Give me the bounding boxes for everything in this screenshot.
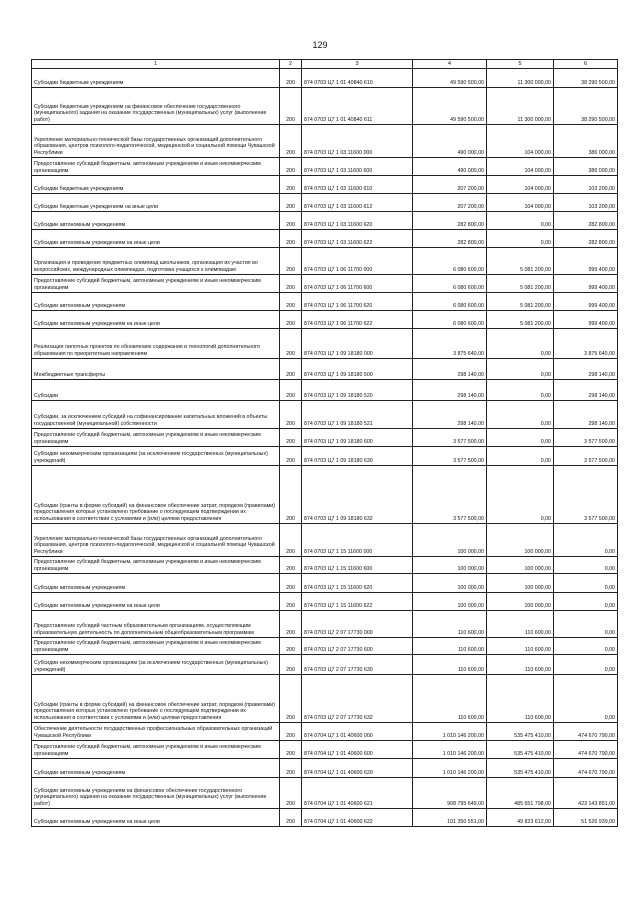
row-name: Субсидии бюджетным учреждениям <box>32 176 280 194</box>
row-code: 874 0703 Ц7 1 03 11600 000 <box>302 125 413 158</box>
row-value-4: 100 000,00 <box>413 574 487 593</box>
table-row <box>32 293 618 311</box>
row-code: 874 0703 Ц7 2 07 17730 600 <box>302 638 413 655</box>
table-row <box>32 230 618 248</box>
table-row <box>32 524 618 557</box>
row-name: Субсидии автономным учреждениям <box>32 293 280 311</box>
table-row <box>32 593 618 611</box>
row-name: Предоставление субсидий бюджетным, автономным учреждениям и иным некоммерческим организациям <box>32 638 280 655</box>
row-col2: 200 <box>280 778 302 809</box>
row-name: Субсидии автономным учреждениям <box>32 574 280 593</box>
row-code: 874 0703 Ц7 1 09 18180 630 <box>302 447 413 466</box>
row-name: Субсидии автономным учреждениям на иные цели <box>32 311 280 329</box>
table-row <box>32 429 618 447</box>
row-name: Субсидии (гранты в форме субсидий) на финансовое обеспечение затрат, порядком (правилами) предоставления которых установлено требование о последующем подтверждении их использования в соответствии с условиями и (или) целями предоставления <box>32 675 280 723</box>
row-value-6: 999 400,00 <box>554 248 618 275</box>
row-value-6: 3 577 500,00 <box>554 429 618 447</box>
row-value-4: 110 600,00 <box>413 655 487 675</box>
row-value-4: 6 080 600,00 <box>413 311 487 329</box>
row-value-4: 49 590 500,00 <box>413 69 487 88</box>
table-body <box>32 69 618 827</box>
row-value-6: 423 143 851,00 <box>554 778 618 809</box>
row-col2: 200 <box>280 158 302 176</box>
row-name: Субсидии бюджетным учреждениям на финансовое обеспечение государственного (муниципального) задания на оказание государственных (муниципальных) услуг (выполнение работ) <box>32 88 280 125</box>
row-code: 874 0703 Ц7 1 09 18180 500 <box>302 359 413 380</box>
row-code: 874 0704 Ц7 1 01 40600 000 <box>302 723 413 741</box>
row-code: 874 0703 Ц7 1 09 18180 600 <box>302 429 413 447</box>
table-row <box>32 125 618 158</box>
row-name: Субсидии <box>32 380 280 401</box>
row-value-5: 100 000,00 <box>487 524 554 557</box>
row-col2: 200 <box>280 809 302 827</box>
row-value-5: 0,00 <box>487 447 554 466</box>
header-cell: 6 <box>554 60 618 69</box>
row-code: 874 0703 Ц7 1 09 18180 000 <box>302 329 413 359</box>
row-code: 874 0703 Ц7 1 15 11600 622 <box>302 593 413 611</box>
row-code: 874 0703 Ц7 1 03 11600 620 <box>302 212 413 230</box>
table-row <box>32 611 618 638</box>
row-value-5: 485 651 798,00 <box>487 778 554 809</box>
row-value-5: 0,00 <box>487 359 554 380</box>
row-col2: 200 <box>280 212 302 230</box>
row-value-6: 298 140,00 <box>554 401 618 429</box>
row-name: Субсидии автономным учреждениям на финансовое обеспечение государственного (муниципального) задания на оказание государственных (муниципальных) услуг (выполнение работ) <box>32 778 280 809</box>
table-row <box>32 741 618 759</box>
row-code: 874 0703 Ц7 2 07 17730 630 <box>302 655 413 675</box>
table-row <box>32 759 618 778</box>
row-col2: 200 <box>280 194 302 212</box>
row-col2: 200 <box>280 759 302 778</box>
table-row <box>32 778 618 809</box>
row-code: 874 0703 Ц7 2 07 17730 000 <box>302 611 413 638</box>
row-code: 874 0703 Ц7 1 15 11600 600 <box>302 557 413 574</box>
row-name: Укрепление материально-технической базы государственных организаций дополнительного образования, центров психолого-педагогической, медицинской и социальной помощи Чувашской Республики <box>32 125 280 158</box>
row-value-4: 49 590 500,00 <box>413 88 487 125</box>
row-col2: 200 <box>280 675 302 723</box>
table-row <box>32 447 618 466</box>
row-col2: 200 <box>280 638 302 655</box>
table-row <box>32 88 618 125</box>
row-value-4: 298 140,00 <box>413 380 487 401</box>
row-code: 874 0703 Ц7 1 15 11600 620 <box>302 574 413 593</box>
row-code: 874 0704 Ц7 1 01 40600 621 <box>302 778 413 809</box>
row-value-6: 474 670 790,00 <box>554 759 618 778</box>
row-value-6: 282 800,00 <box>554 212 618 230</box>
row-value-6: 0,00 <box>554 524 618 557</box>
row-value-4: 110 600,00 <box>413 638 487 655</box>
row-code: 874 0703 Ц7 1 01 40840 610 <box>302 69 413 88</box>
row-value-5: 0,00 <box>487 401 554 429</box>
row-value-5: 104 000,00 <box>487 158 554 176</box>
row-name: Субсидии автономным учреждениям <box>32 759 280 778</box>
row-name: Субсидии автономным учреждениям на иные цели <box>32 230 280 248</box>
row-col2: 200 <box>280 275 302 293</box>
row-value-6: 474 670 790,00 <box>554 741 618 759</box>
row-col2: 200 <box>280 311 302 329</box>
row-name: Субсидии бюджетным учреждениям на иные цели <box>32 194 280 212</box>
row-value-4: 6 080 600,00 <box>413 293 487 311</box>
row-name: Субсидии (гранты в форме субсидий) на финансовое обеспечение затрат, порядком (правилами) предоставления которых установлено требование о последующем подтверждении их использования в соответствии с условиями и (или) целями предоставления <box>32 466 280 524</box>
row-value-5: 104 000,00 <box>487 194 554 212</box>
row-value-6: 298 140,00 <box>554 380 618 401</box>
budget-table <box>31 59 618 827</box>
row-col2: 200 <box>280 557 302 574</box>
row-code: 874 0704 Ц7 1 01 40600 600 <box>302 741 413 759</box>
row-value-4: 1 010 146 200,00 <box>413 759 487 778</box>
table-row <box>32 401 618 429</box>
table-row <box>32 311 618 329</box>
table-row <box>32 655 618 675</box>
row-col2: 200 <box>280 611 302 638</box>
row-name: Субсидии автономным учреждениям <box>32 212 280 230</box>
row-value-6: 38 290 500,00 <box>554 69 618 88</box>
row-value-6: 0,00 <box>554 574 618 593</box>
row-value-4: 207 200,00 <box>413 176 487 194</box>
row-value-6: 474 670 790,00 <box>554 723 618 741</box>
row-value-4: 298 140,00 <box>413 401 487 429</box>
row-value-4: 1 010 146 200,00 <box>413 741 487 759</box>
row-name: Субсидии автономным учреждениям на иные цели <box>32 809 280 827</box>
row-value-4: 298 140,00 <box>413 359 487 380</box>
row-code: 874 0703 Ц7 1 01 40840 611 <box>302 88 413 125</box>
row-value-4: 110 600,00 <box>413 611 487 638</box>
row-col2: 200 <box>280 574 302 593</box>
row-col2: 200 <box>280 466 302 524</box>
row-value-5: 0,00 <box>487 380 554 401</box>
row-col2: 200 <box>280 329 302 359</box>
row-value-5: 5 081 200,00 <box>487 311 554 329</box>
row-value-4: 3 577 500,00 <box>413 447 487 466</box>
row-col2: 200 <box>280 230 302 248</box>
header-cell: 1 <box>32 60 280 69</box>
row-value-4: 908 795 649,00 <box>413 778 487 809</box>
row-value-5: 535 475 410,00 <box>487 741 554 759</box>
row-value-5: 49 823 612,00 <box>487 809 554 827</box>
row-value-5: 0,00 <box>487 230 554 248</box>
row-code: 874 0703 Ц7 1 06 11700 000 <box>302 248 413 275</box>
row-value-5: 11 300 000,00 <box>487 88 554 125</box>
row-value-4: 100 000,00 <box>413 593 487 611</box>
header-cell: 4 <box>413 60 487 69</box>
row-value-5: 110 600,00 <box>487 638 554 655</box>
row-code: 874 0703 Ц7 1 03 11600 622 <box>302 230 413 248</box>
row-value-5: 0,00 <box>487 329 554 359</box>
table-row <box>32 466 618 524</box>
row-value-6: 0,00 <box>554 675 618 723</box>
row-name: Предоставление субсидий бюджетным, автономным учреждениям и иным некоммерческим организациям <box>32 429 280 447</box>
row-code: 874 0704 Ц7 1 01 40600 622 <box>302 809 413 827</box>
row-code: 874 0703 Ц7 1 03 11600 612 <box>302 194 413 212</box>
row-code: 874 0703 Ц7 1 06 11700 600 <box>302 275 413 293</box>
row-col2: 200 <box>280 380 302 401</box>
row-value-4: 6 080 600,00 <box>413 275 487 293</box>
row-value-6: 386 000,00 <box>554 158 618 176</box>
row-value-5: 5 081 200,00 <box>487 275 554 293</box>
row-value-5: 100 000,00 <box>487 574 554 593</box>
row-col2: 200 <box>280 88 302 125</box>
row-code: 874 0703 Ц7 1 03 11600 600 <box>302 158 413 176</box>
row-col2: 200 <box>280 176 302 194</box>
row-code: 874 0704 Ц7 1 01 40600 620 <box>302 759 413 778</box>
row-value-6: 0,00 <box>554 557 618 574</box>
row-value-6: 0,00 <box>554 655 618 675</box>
table-row <box>32 359 618 380</box>
page-number: 129 <box>312 40 328 50</box>
row-name: Предоставление субсидий бюджетным, автономным учреждениям и иным некоммерческим организациям <box>32 557 280 574</box>
row-code: 874 0703 Ц7 2 07 17730 632 <box>302 675 413 723</box>
row-value-4: 100 000,00 <box>413 524 487 557</box>
row-value-6: 0,00 <box>554 611 618 638</box>
row-value-6: 3 577 500,00 <box>554 466 618 524</box>
row-value-4: 490 000,00 <box>413 158 487 176</box>
row-name: Субсидии бюджетным учреждениям <box>32 69 280 88</box>
row-code: 874 0703 Ц7 1 09 18180 520 <box>302 380 413 401</box>
header-cell: 2 <box>280 60 302 69</box>
row-value-5: 110 600,00 <box>487 675 554 723</box>
row-col2: 200 <box>280 125 302 158</box>
row-value-4: 3 577 500,00 <box>413 466 487 524</box>
row-col2: 200 <box>280 248 302 275</box>
row-name: Обеспечение деятельности государственных профессиональных образовательных организаций Чувашской Республики <box>32 723 280 741</box>
row-code: 874 0703 Ц7 1 06 11700 620 <box>302 293 413 311</box>
row-value-5: 0,00 <box>487 212 554 230</box>
row-col2: 200 <box>280 429 302 447</box>
row-col2: 200 <box>280 593 302 611</box>
row-value-5: 110 600,00 <box>487 611 554 638</box>
table-row <box>32 69 618 88</box>
row-value-5: 104 000,00 <box>487 176 554 194</box>
row-code: 874 0703 Ц7 1 09 18180 632 <box>302 466 413 524</box>
row-value-6: 999 400,00 <box>554 293 618 311</box>
header-cell: 3 <box>302 60 413 69</box>
row-value-4: 3 875 640,00 <box>413 329 487 359</box>
row-value-6: 103 200,00 <box>554 176 618 194</box>
table-row <box>32 380 618 401</box>
row-value-5: 110 600,00 <box>487 655 554 675</box>
table-row <box>32 212 618 230</box>
table-row <box>32 248 618 275</box>
row-value-4: 101 350 551,00 <box>413 809 487 827</box>
row-col2: 200 <box>280 359 302 380</box>
table-row <box>32 329 618 359</box>
row-value-5: 535 475 410,00 <box>487 723 554 741</box>
row-value-5: 11 300 000,00 <box>487 69 554 88</box>
row-col2: 200 <box>280 293 302 311</box>
row-value-5: 100 000,00 <box>487 557 554 574</box>
row-name: Реализация пилотных проектов по обновлению содержания и технологий дополнительного образования по приоритетным направлениям <box>32 329 280 359</box>
row-name: Субсидии некоммерческим организациям (за исключением государственных (муниципальных) учреждений) <box>32 655 280 675</box>
row-code: 874 0703 Ц7 1 03 11600 610 <box>302 176 413 194</box>
row-value-5: 0,00 <box>487 466 554 524</box>
row-value-4: 110 600,00 <box>413 675 487 723</box>
row-col2: 200 <box>280 524 302 557</box>
row-value-6: 51 526 939,00 <box>554 809 618 827</box>
table-row <box>32 557 618 574</box>
row-value-4: 207 200,00 <box>413 194 487 212</box>
row-value-6: 38 290 500,00 <box>554 88 618 125</box>
row-value-5: 535 475 410,00 <box>487 759 554 778</box>
table-row <box>32 675 618 723</box>
header-row <box>32 60 618 69</box>
row-value-4: 282 800,00 <box>413 212 487 230</box>
row-col2: 200 <box>280 655 302 675</box>
row-name: Предоставление субсидий бюджетным, автономным учреждениям и иным некоммерческим организациям <box>32 741 280 759</box>
row-value-6: 298 140,00 <box>554 359 618 380</box>
row-value-5: 100 000,00 <box>487 593 554 611</box>
table-row <box>32 638 618 655</box>
row-value-4: 1 010 146 200,00 <box>413 723 487 741</box>
row-value-5: 5 081 200,00 <box>487 293 554 311</box>
row-code: 874 0703 Ц7 1 15 11600 000 <box>302 524 413 557</box>
row-value-4: 3 577 500,00 <box>413 429 487 447</box>
table-row <box>32 176 618 194</box>
row-value-4: 282 800,00 <box>413 230 487 248</box>
row-value-6: 999 400,00 <box>554 311 618 329</box>
table-row <box>32 723 618 741</box>
row-code: 874 0703 Ц7 1 09 18180 521 <box>302 401 413 429</box>
table-row <box>32 158 618 176</box>
row-value-5: 0,00 <box>487 429 554 447</box>
table-row <box>32 194 618 212</box>
row-value-4: 6 080 600,00 <box>413 248 487 275</box>
row-value-6: 386 000,00 <box>554 125 618 158</box>
row-name: Предоставление субсидий бюджетным, автономным учреждениям и иным некоммерческим организациям <box>32 275 280 293</box>
row-value-5: 5 081 200,00 <box>487 248 554 275</box>
table-row <box>32 809 618 827</box>
row-value-6: 0,00 <box>554 638 618 655</box>
row-name: Субсидии, за исключением субсидий на софинансирование капитальных вложений в объекты государственной (муниципальной) собственности <box>32 401 280 429</box>
row-value-6: 3 875 640,00 <box>554 329 618 359</box>
table-row <box>32 574 618 593</box>
row-name: Организация и проведение предметных олимпиад школьников, организация их участия во всероссийских, международных олимпиадах, подготовка учащихся к олимпиадам <box>32 248 280 275</box>
row-name: Предоставление субсидий частным образовательным организациям, осуществляющим образовательную деятельность по дополнительным общеобразовательным программам <box>32 611 280 638</box>
row-col2: 200 <box>280 723 302 741</box>
row-value-6: 282 800,00 <box>554 230 618 248</box>
row-name: Укрепление материально-технической базы государственных организаций дополнительного образования, центров психолого-педагогической, медицинской и социальной помощи Чувашской Республики <box>32 524 280 557</box>
row-value-6: 3 577 500,00 <box>554 447 618 466</box>
row-col2: 200 <box>280 741 302 759</box>
row-value-6: 103 200,00 <box>554 194 618 212</box>
header-cell: 5 <box>487 60 554 69</box>
row-name: Субсидии некоммерческим организациям (за исключением государственных (муниципальных) учреждений) <box>32 447 280 466</box>
row-value-5: 104 000,00 <box>487 125 554 158</box>
table-row <box>32 275 618 293</box>
row-value-6: 0,00 <box>554 593 618 611</box>
row-value-4: 490 000,00 <box>413 125 487 158</box>
row-value-4: 100 000,00 <box>413 557 487 574</box>
row-name: Субсидии автономным учреждениям на иные цели <box>32 593 280 611</box>
row-code: 874 0703 Ц7 1 06 11700 622 <box>302 311 413 329</box>
row-col2: 200 <box>280 401 302 429</box>
row-col2: 200 <box>280 69 302 88</box>
row-value-6: 999 400,00 <box>554 275 618 293</box>
row-col2: 200 <box>280 447 302 466</box>
row-name: Предоставление субсидий бюджетным, автономным учреждениям и иным некоммерческим организациям <box>32 158 280 176</box>
row-name: Межбюджетные трансферты <box>32 359 280 380</box>
